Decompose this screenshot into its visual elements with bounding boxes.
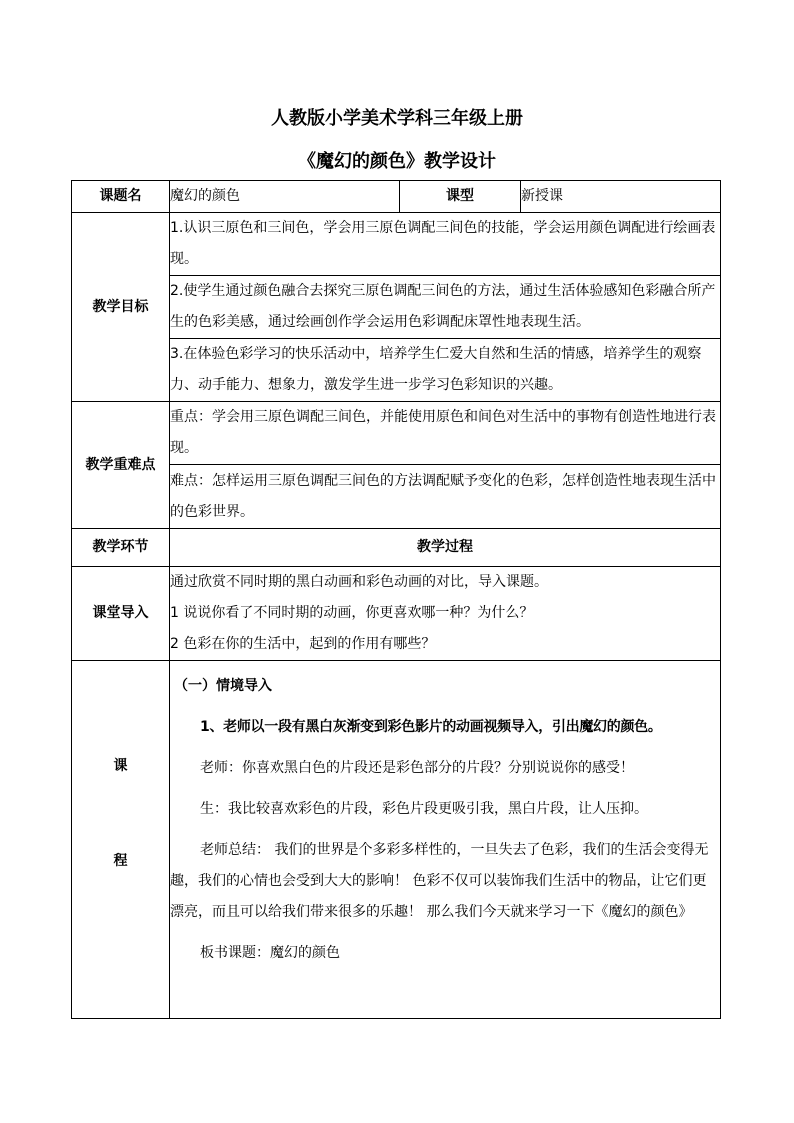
objective-row [72, 339, 721, 402]
topic-row [72, 181, 721, 213]
lesson-type-label: 课型 [400, 181, 521, 213]
document-title: 人教版小学美术学科三年级上册 [271, 108, 523, 129]
objective-row [72, 276, 721, 339]
intro-line-1: 通过欣赏不同时期的黑白动画和彩色动画的对比，导入课题。 [170, 574, 548, 590]
keypoints-label: 教学重难点 [72, 402, 170, 529]
course-content [170, 661, 721, 1019]
difficult-point-item: 难点：怎样运用三原色调配三间色的方法调配赋予变化的色彩，怎样创造性地表现生活中的色彩世界。 [170, 465, 721, 529]
intro-line-3: 2 色彩在你的生活中，起到的作用有哪些？ [170, 636, 436, 652]
step-1: 1、老师以一段有黑白灰渐变到彩色影片的动画视频导入，引出魔幻的颜色。 [200, 719, 662, 735]
intro-row [72, 567, 721, 661]
stage-header: 教学环节 [72, 529, 170, 567]
keypoint-row [72, 402, 721, 465]
objective-item-1: 1.认识三原色和三间色，学会用三原色调配三间色的技能，学会运用颜色调配进行绘画表现。 [170, 213, 721, 276]
process-header: 教学过程 [170, 529, 721, 567]
topic-label: 课题名 [72, 181, 170, 213]
process-header-row [72, 529, 721, 567]
course-label-bottom: 程 [113, 853, 128, 869]
key-point-item: 重点：学会用三原色调配三间色，并能使用原色和间色对生活中的事物有创造性地进行表现。 [170, 402, 721, 465]
intro-label: 课堂导入 [72, 567, 170, 661]
lesson-plan-table [71, 180, 721, 1019]
intro-content [170, 567, 721, 661]
document-subtitle: 《魔幻的颜色》教学设计 [298, 151, 496, 172]
course-row [72, 661, 721, 1019]
objectives-label: 教学目标 [72, 213, 170, 402]
board-title: 板书课题：魔幻的颜色 [200, 945, 340, 961]
topic-value: 魔幻的颜色 [170, 181, 400, 213]
objective-row [72, 213, 721, 276]
lesson-type-value: 新授课 [521, 181, 721, 213]
course-label-top: 课 [113, 758, 128, 774]
course-label [72, 661, 170, 1019]
intro-line-2: 1 说说你看了不同时期的动画，你更喜欢哪一种？为什么？ [170, 605, 534, 621]
section-title: （一）情境导入 [174, 678, 272, 694]
keypoint-row [72, 465, 721, 529]
objective-item-2: 2.使学生通过颜色融合去探究三原色调配三间色的方法，通过生活体验感知色彩融合所产生的色彩美感，通过绘画创作学会运用色彩调配床罩性地表现生活。 [170, 276, 721, 339]
objective-item-3: 3.在体验色彩学习的快乐活动中，培养学生仁爱大自然和生活的情感，培养学生的观察力、动手能力、想象力，激发学生进一步学习色彩知识的兴趣。 [170, 339, 721, 402]
teacher-question: 老师：你喜欢黑白色的片段还是彩色部分的片段？分别说说你的感受！ [200, 760, 634, 776]
teacher-summary: 老师总结： 我们的世界是个多彩多样性的，一旦失去了色彩，我们的生活会变得无趣，我们的心情也会受到大大的影响！ 色彩不仅可以装饰我们生活中的物品，让它们更漂亮，而且可以给我们带来很多的乐趣！ 那么我们今天就来学习一下《魔幻的颜色》 [170, 842, 709, 920]
student-answer: 生：我比较喜欢彩色的片段，彩色片段更吸引我，黑白片段，让人压抑。 [200, 801, 648, 817]
